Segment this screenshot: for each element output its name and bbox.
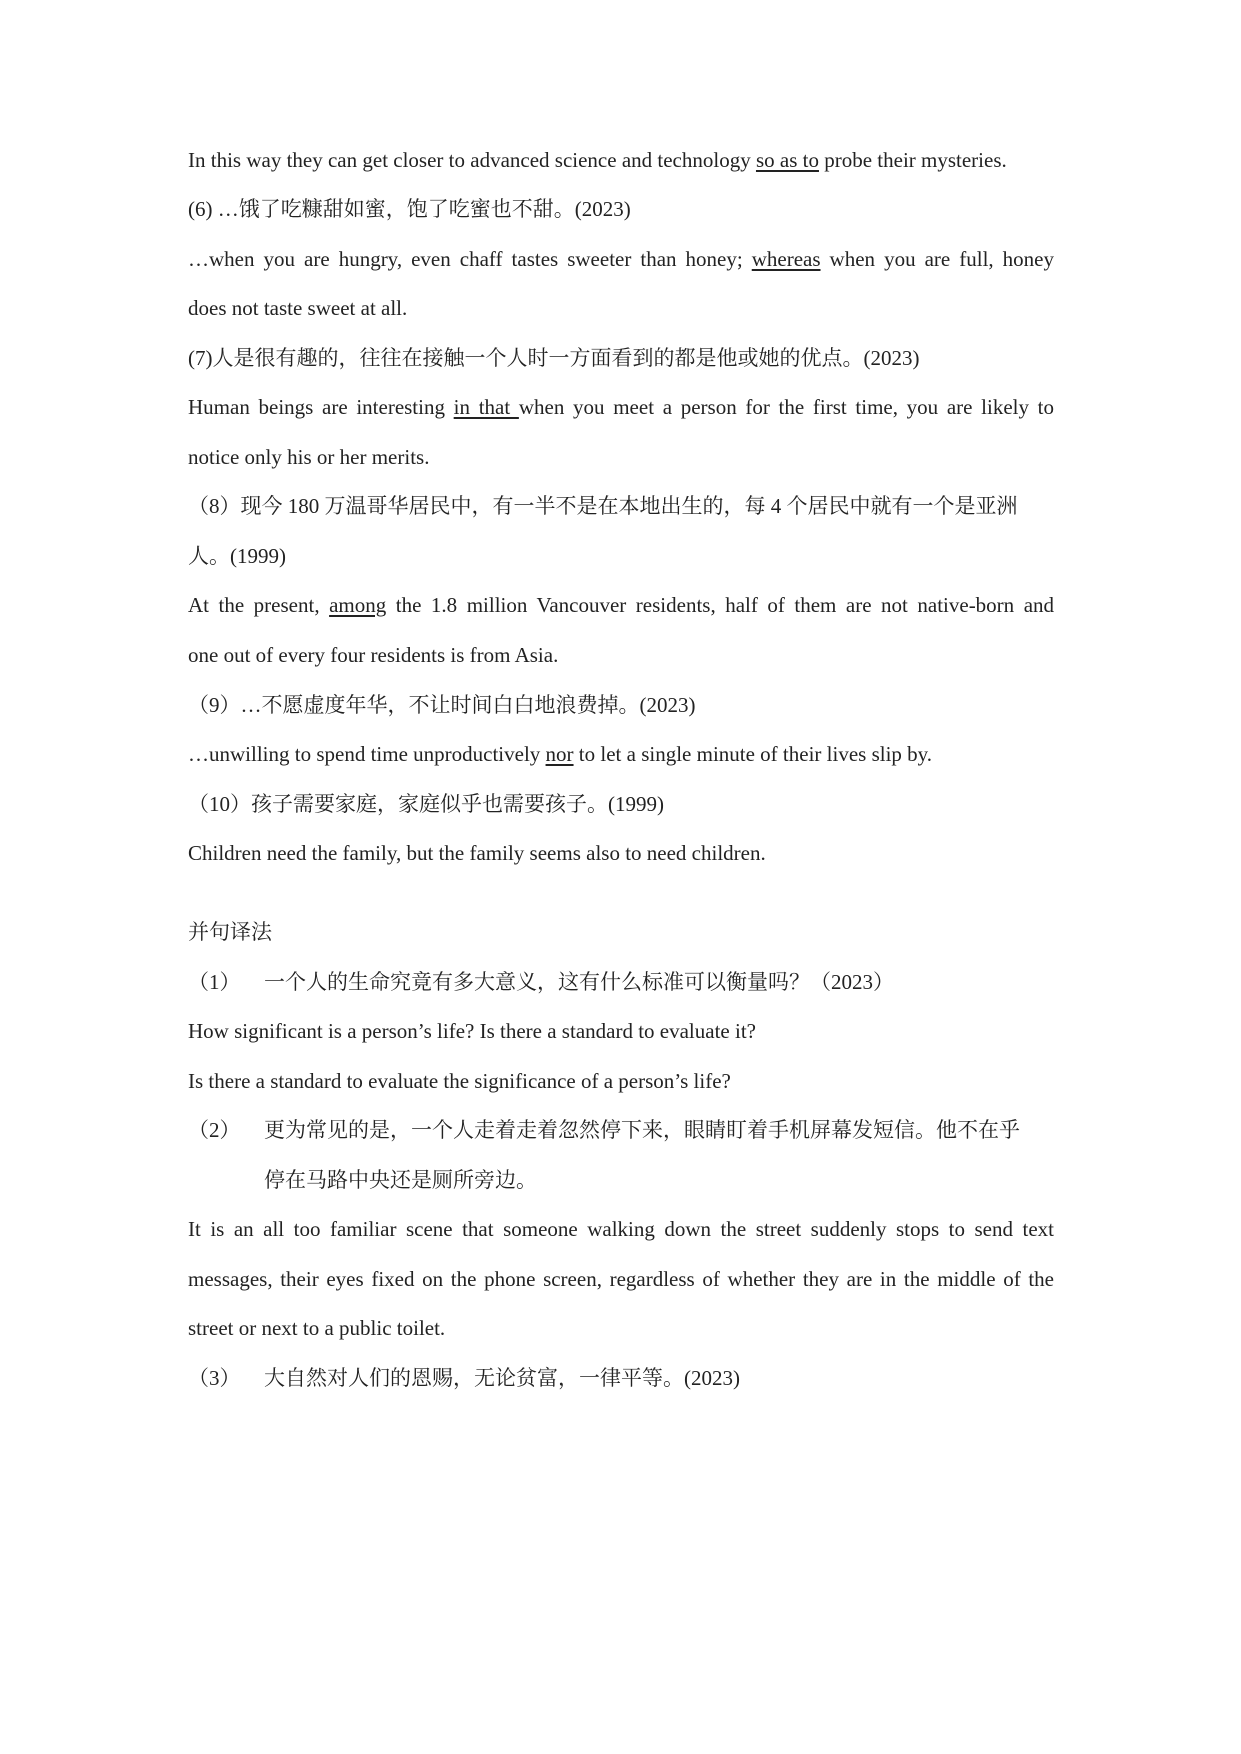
underlined-term: among <box>329 593 387 617</box>
source-line: （8）现今 180 万温哥华居民中，有一半不是在本地出生的，每 4 个居民中就有一个是亚洲 <box>188 494 1018 518</box>
translation-line <box>188 145 1054 175</box>
text: At the present, <box>188 593 330 617</box>
translation-line: street or next to a public toilet. <box>188 1316 446 1340</box>
section-heading: 并句译法 <box>188 920 272 944</box>
source-line: (7)人是很有趣的，往往在接触一个人时一方面看到的都是他或她的优点。(2023) <box>188 346 920 370</box>
underlined-term: nor <box>545 742 574 766</box>
text: to let a single minute of their lives slip by. <box>573 742 933 766</box>
text: 大自然对人们的恩赐，无论贫富，一律平等。(2023) <box>264 1366 740 1390</box>
translation-line <box>188 392 1054 422</box>
text: when you are full, honey <box>820 247 1055 271</box>
translation-line: notice only his or her merits. <box>188 445 430 469</box>
item-number: （1） <box>188 970 241 994</box>
text: …unwilling to spend time unproductively <box>188 742 546 766</box>
item-number: （2） <box>188 1118 241 1142</box>
text: when you meet a person for the first time, you are likely to <box>518 395 1055 419</box>
translation-line: How significant is a person’s life? Is there a standard to evaluate it? <box>188 1019 756 1043</box>
text: the 1.8 million Vancouver residents, half of them are not native-born and <box>386 593 1055 617</box>
text: probe their mysteries. <box>818 148 1007 172</box>
numbered-source-line <box>188 967 1054 997</box>
source-line: (6) …饿了吃糠甜如蜜，饱了吃蜜也不甜。(2023) <box>188 197 631 221</box>
translation-line <box>188 739 1054 769</box>
translation-line: messages, their eyes fixed on the phone screen, regardless of whether they are in the middle of the <box>188 1267 1054 1291</box>
translation-line: It is an all too familiar scene that someone walking down the street suddenly stops to send text <box>188 1217 1054 1241</box>
text: …when you are hungry, even chaff tastes sweeter than honey; <box>188 247 752 271</box>
source-line: 人。(1999) <box>188 544 286 568</box>
item-number: （3） <box>188 1366 241 1390</box>
underlined-term: so as to <box>755 148 819 172</box>
underlined-term: whereas <box>751 247 821 271</box>
translation-line: does not taste sweet at all. <box>188 296 408 320</box>
source-line: （9）…不愿虚度年华，不让时间白白地浪费掉。(2023) <box>188 693 696 717</box>
source-line-continued: 停在马路中央还是厕所旁边。 <box>264 1168 537 1192</box>
numbered-source-line <box>188 1115 1054 1145</box>
text: In this way they can get closer to advanced science and technology <box>188 148 756 172</box>
translation-line <box>188 590 1054 620</box>
text: Human beings are interesting <box>188 395 454 419</box>
translation-line: one out of every four residents is from Asia. <box>188 643 559 667</box>
source-line: （10）孩子需要家庭，家庭似乎也需要孩子。(1999) <box>188 792 664 816</box>
translation-line <box>188 244 1054 274</box>
text: 更为常见的是，一个人走着走着忽然停下来，眼睛盯着手机屏幕发短信。他不在乎 <box>264 1118 1020 1142</box>
translation-line: Children need the family, but the family seems also to need children. <box>188 841 766 865</box>
numbered-source-line <box>188 1363 1054 1393</box>
translation-line: Is there a standard to evaluate the significance of a person’s life? <box>188 1069 731 1093</box>
text: 一个人的生命究竟有多大意义，这有什么标准可以衡量吗？（2023） <box>264 970 894 994</box>
underlined-term: in that <box>453 395 519 419</box>
